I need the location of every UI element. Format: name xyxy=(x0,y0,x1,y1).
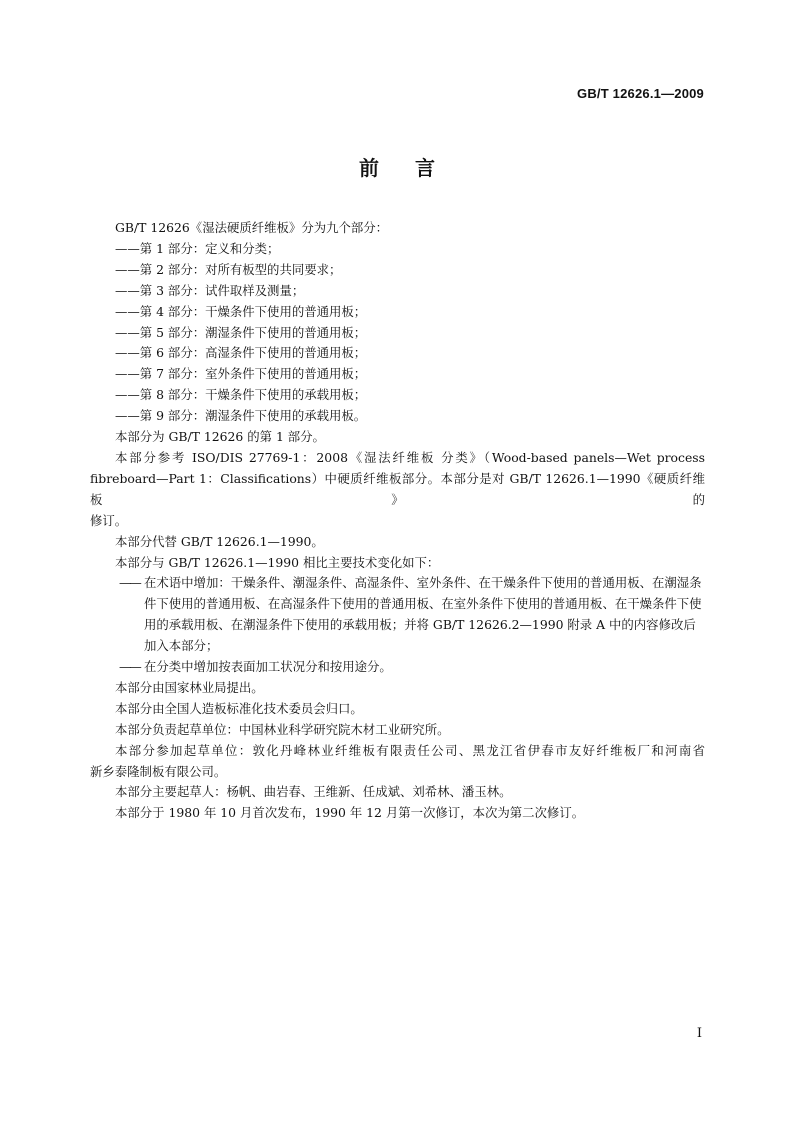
changes-intro-paragraph: 本部分与 GB/T 12626.1—1990 相比主要技术变化如下： xyxy=(115,554,440,570)
list-item: ——第 8 部分：干燥条件下使用的承载用板； xyxy=(115,387,367,403)
change-item xyxy=(90,657,705,678)
list-item: ——第 9 部分：潮湿条件下使用的承载用板。 xyxy=(115,408,367,424)
list-item: ——第 6 部分：高湿条件下使用的普通用板； xyxy=(115,345,367,361)
change-item-text: 在术语中增加：干燥条件、潮湿条件、高湿条件、室外条件、在干燥条件下使用的普通用板、在潮湿条件下使用的普通用板、在高湿条件下使用的普通用板、在室外条件下使用的普通用板、在干燥条件下使用的承载用板、在潮湿条件下使用的承载用板；并将 GB/T 12626.2—1990 附录 A 中的内容修改后加入本部分； xyxy=(144,575,702,654)
change-item-text: 在分类中增加按表面加工状况分和按用途分。 xyxy=(144,659,392,675)
dash-marker: —— xyxy=(119,659,140,675)
change-item xyxy=(90,573,705,657)
history-paragraph: 本部分于 1980 年 10 月首次发布，1990 年 12 月第一次修订，本次为第二次修订。 xyxy=(115,805,585,821)
drafted-by-paragraph: 本部分负责起草单位：中国林业科学研究院木材工业研究所。 xyxy=(115,721,450,737)
participants-paragraph-line1: 本部分参加起草单位：敦化丹峰林业纤维板有限责任公司、黑龙江省伊春市友好纤维板厂和河南省 xyxy=(115,742,705,758)
dash-marker: —— xyxy=(119,575,140,591)
list-item: ——第 2 部分：对所有板型的共同要求； xyxy=(115,261,342,277)
list-item: ——第 4 部分：干燥条件下使用的普通用板； xyxy=(115,303,367,319)
reference-paragraph-line3: 修订。 xyxy=(90,512,128,528)
drafters-paragraph: 本部分主要起草人：杨帆、曲岩春、王维新、任成斌、刘希林、潘玉林。 xyxy=(115,784,512,800)
list-item: ——第 3 部分：试件取样及测量； xyxy=(115,282,305,298)
reference-paragraph-line2: fibreboard—Part 1：Classifications）中硬质纤维板部分。本部分是对 GB/T 12626.1—1990《硬质纤维板》的 xyxy=(90,470,705,507)
foreword-body xyxy=(90,218,705,824)
centralized-by-paragraph: 本部分由全国人造板标准化技术委员会归口。 xyxy=(115,700,363,716)
proposed-by-paragraph: 本部分由国家林业局提出。 xyxy=(115,679,264,695)
intro-paragraph: GB/T 12626《湿法硬质纤维板》分为九个部分： xyxy=(115,220,389,235)
page-number: I xyxy=(696,1026,702,1041)
reference-paragraph-line1: 本部分参考 ISO/DIS 27769-1：2008《湿法纤维板 分类》（Wood-based panels—Wet process xyxy=(115,449,705,465)
participants-paragraph-line2: 新乡泰隆制板有限公司。 xyxy=(90,763,227,779)
page-title: 前言 xyxy=(359,156,471,180)
list-item: ——第 1 部分：定义和分类； xyxy=(115,240,280,256)
this-part-paragraph: 本部分为 GB/T 12626 的第 1 部分。 xyxy=(115,429,325,445)
standard-code: GB/T 12626.1—2009 xyxy=(577,86,704,101)
list-item: ——第 7 部分：室外条件下使用的普通用板； xyxy=(115,366,367,382)
list-item: ——第 5 部分：潮湿条件下使用的普通用板； xyxy=(115,324,367,340)
replaces-paragraph: 本部分代替 GB/T 12626.1—1990。 xyxy=(115,533,324,549)
